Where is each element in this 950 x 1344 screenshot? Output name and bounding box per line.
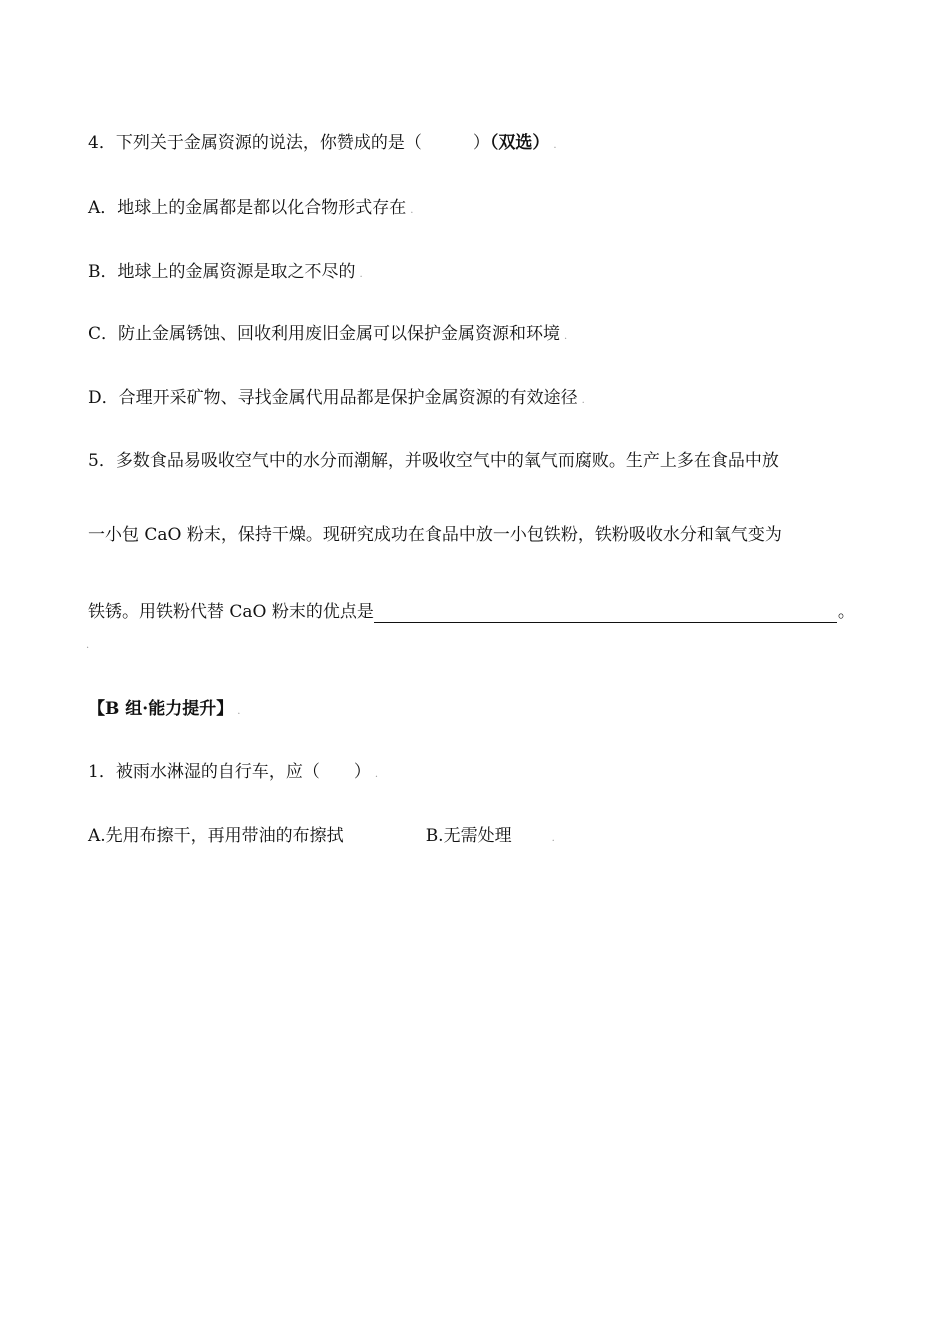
paragraph-mark: . — [86, 640, 90, 651]
question-4-stem — [88, 132, 557, 157]
question-5-line-2 — [88, 524, 782, 546]
paragraph-mark: . — [374, 769, 379, 780]
b-question-1-options — [88, 825, 555, 850]
double-choice-tag: （双选） — [489, 133, 550, 153]
question-4-option-a — [88, 197, 413, 222]
question-5-line-3 — [88, 601, 855, 623]
question-5-text-3: 铁锈。用铁粉代替 CaO 粉末的优点是 — [88, 602, 374, 622]
paragraph-mark: . — [237, 706, 241, 717]
paragraph-mark: . — [564, 331, 568, 342]
answer-blank[interactable] — [374, 604, 837, 623]
question-4-option-c — [88, 323, 567, 348]
b-question-1-stem — [88, 761, 378, 786]
paragraph-mark: . — [553, 140, 557, 151]
question-4-option-d — [88, 387, 585, 412]
question-5-text-1: 5．多数食品易吸收空气中的水分而潮解，并吸收空气中的氧气而腐败。生产上多在食品中放 — [88, 451, 779, 471]
b-option-a: A.先用布擦干，再用带油的布擦拭 — [88, 826, 344, 846]
question-4-option-b — [88, 261, 363, 286]
option-c-text: C．防止金属锈蚀、回收利用废旧金属可以保护金属资源和环境 — [88, 324, 561, 344]
question-5-text-2: 一小包 CaO 粉末，保持干燥。现研究成功在食品中放一小包铁粉，铁粉吸收水分和氧气变为 — [88, 525, 782, 545]
paragraph-mark: . — [551, 833, 555, 844]
b-option-b: B.无需处理 — [425, 826, 512, 846]
question-5-line-1 — [88, 450, 779, 472]
paragraph-mark: . — [581, 395, 585, 406]
sentence-end: 。 — [837, 602, 855, 622]
option-b-text: B．地球上的金属资源是取之不尽的 — [88, 262, 356, 282]
question-4-text: 4．下列关于金属资源的说法，你赞成的是（ ） — [88, 133, 490, 153]
section-b-heading — [88, 698, 240, 723]
option-d-text: D．合理开采矿物、寻找金属代用品都是保护金属资源的有效途径 — [88, 388, 578, 408]
paragraph-mark: . — [410, 205, 414, 216]
b-question-1-text: 1．被雨水淋湿的自行车，应（ ） — [88, 762, 371, 782]
section-b-title: 【B 组·能力提升】 — [88, 699, 234, 719]
paragraph-mark: . — [359, 269, 363, 280]
option-a-text: A．地球上的金属都是都以化合物形式存在 — [88, 198, 407, 218]
